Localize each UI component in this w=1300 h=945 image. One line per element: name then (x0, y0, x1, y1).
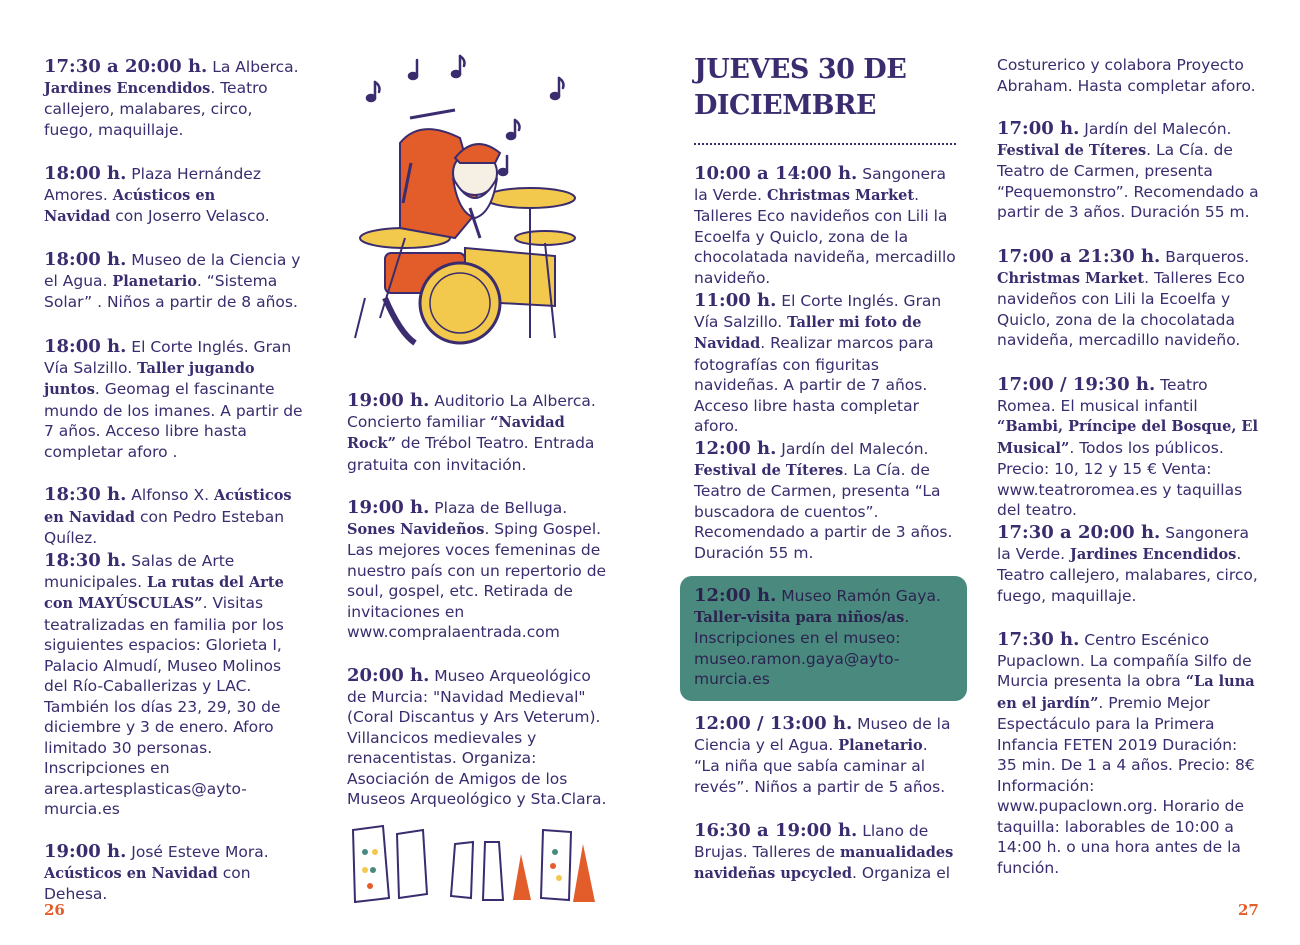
event-text: . La Cía. de Teatro de Carmen, presenta “Pequemonstro”. Recomendado a partir de 3 años. Duración 55 m. (997, 140, 1259, 221)
event-title: Acústicos en Navidad (44, 186, 216, 225)
event-entry (44, 842, 306, 905)
event-title: Taller-visita para niños/as (694, 608, 905, 626)
event-entry (44, 250, 306, 313)
event-text: Jardín del Malecón. (776, 440, 929, 458)
event-time: 11:00 h. (694, 290, 777, 311)
event-title: Acústicos en Navidad (44, 864, 218, 882)
event-time: 16:30 a 19:00 h. (694, 820, 858, 841)
event-time: 18:30 h. (44, 484, 127, 505)
event-title: “Navidad Rock” (347, 413, 565, 452)
event-text: . Organiza el (852, 864, 951, 882)
event-text: José Esteve Mora. (126, 843, 269, 861)
page-number-right: 27 (1238, 901, 1259, 919)
event-text: Museo Arqueológico de Murcia: "Navidad Medieval" (Coral Discantus y Ars Veterum). Villancicos medievales y renacentistas. Organiza: Asociación de Amigos de los Museos Arqueológico y Sta.Clara. (347, 667, 607, 808)
event-text: con Joserro Velasco. (110, 207, 270, 225)
event-text: Sangonera la Verde. (694, 165, 946, 204)
event-title: Planetario (838, 736, 923, 754)
event-title: “Bambi, Príncipe del Bosque, El Musical” (997, 418, 1258, 457)
event-text: . Visitas teatralizadas en familia por los siguientes espacios: Glorieta I, Palacio Almudí, Museo Molinos del Río-Caballerizas y LAC. También los días 23, 29, 30 de diciembre y 3 de enero. Aforo limitado 30 personas. Inscripciones en area.artesplasticas@ayto-murcia.es (44, 594, 284, 818)
event-time: 18:30 h. (44, 550, 127, 571)
event-text: . Talleres Eco navideños con Lili la Ecoelfa y Quiclo, zona de la chocolatada navideña, mercadillo navideño. (694, 185, 956, 287)
event-text: . Inscripciones en el museo: museo.ramon.gaya@ayto-murcia.es (694, 607, 910, 688)
event-entry (44, 485, 306, 549)
event-entry (997, 375, 1259, 521)
event-text: Plaza Hernández Amores. (44, 165, 261, 204)
event-entry (347, 666, 609, 810)
event-text: Centro Escénico Pupaclown. La compañía Silfo de Murcia presenta la obra (997, 631, 1252, 690)
event-entry (347, 391, 609, 475)
event-time: 10:00 a 14:00 h. (694, 163, 858, 184)
event-time: 17:00 / 19:30 h. (997, 374, 1156, 395)
event-time: 18:00 h. (44, 163, 127, 184)
event-time: 12:00 h. (694, 585, 777, 606)
event-text: El Corte Inglés. Gran Vía Salzillo. (694, 292, 942, 331)
event-entry (694, 821, 956, 885)
event-entry (694, 164, 956, 288)
event-text: Llano de Brujas. Talleres de (694, 822, 929, 861)
event-title: Festival de Títeres (997, 141, 1147, 159)
event-text: . Teatro callejero, malabares, circo, fuego, maquillaje. (997, 544, 1258, 605)
event-text: Costurerico y colabora Proyecto Abraham. Hasta completar aforo. (997, 56, 1256, 95)
event-title: Festival de Títeres (694, 461, 844, 479)
event-entry (44, 551, 306, 820)
event-entry (694, 714, 956, 797)
event-time: 17:30 a 20:00 h. (44, 56, 208, 77)
event-entry (694, 439, 956, 563)
dotted-divider (694, 143, 956, 145)
event-text: . Teatro callejero, malabares, circo, fuego, maquillaje. (44, 78, 268, 139)
event-text: . Todos los públicos. Precio: 10, 12 y 15 € Venta: www.teatroromea.es y taquillas del teatro. (997, 438, 1243, 519)
day-heading: JUEVES 30 DE DICIEMBRE (694, 54, 907, 121)
event-entry (44, 337, 306, 462)
event-entry (997, 247, 1259, 351)
event-time: 12:00 / 13:00 h. (694, 713, 853, 734)
event-text: Plaza de Belluga. (429, 499, 568, 517)
event-text: La Alberca. (207, 58, 299, 76)
event-text: Alfonso X. (126, 486, 214, 504)
event-text: con Pedro Esteban Quílez. (44, 507, 285, 547)
event-title: Planetario (112, 272, 197, 290)
event-time: 18:00 h. (44, 249, 127, 270)
event-text: Auditorio La Alberca. Concierto familiar (347, 392, 596, 431)
event-time: 17:30 a 20:00 h. (997, 522, 1161, 543)
event-text: con Dehesa. (44, 863, 251, 903)
event-time: 19:00 h. (347, 390, 430, 411)
event-time: 19:00 h. (347, 497, 430, 518)
event-text: . Premio Mejor Espectáculo para la Primera Infancia FETEN 2019 Duración: 35 min. De 1 a 4 años. Precio: 8€ Información: www.pupaclown.org. Horario de taquilla: laborables de 10:00 a 14:00 h. o una hora antes de la función. (997, 693, 1255, 877)
event-time: 17:30 h. (997, 629, 1080, 650)
event-entry (44, 164, 284, 228)
event-title: La rutas del Arte con MAYÚSCULAS” (44, 573, 284, 612)
event-text: Jardín del Malecón. (1079, 120, 1232, 138)
event-entry (997, 119, 1259, 223)
event-text: Barqueros. (1160, 248, 1250, 266)
event-entry (997, 55, 1259, 96)
event-text: . Geomag el fascinante mundo de los imanes. A partir de 7 años. Acceso libre hasta completar aforo . (44, 380, 303, 461)
event-entry (44, 57, 306, 140)
event-title: Taller mi foto de Navidad (694, 313, 922, 352)
event-title: Acústicos en Navidad (44, 487, 292, 526)
event-time: 17:00 h. (997, 118, 1080, 139)
event-entry (997, 523, 1259, 606)
event-title: Christmas Market (997, 269, 1145, 287)
event-title: “La luna en el jardín” (997, 673, 1255, 712)
event-text: El Corte Inglés. Gran Vía Salzillo. (44, 338, 292, 377)
event-title: manualidades navideñas upcycled (694, 843, 954, 882)
event-title: Sones Navideños (347, 520, 485, 538)
event-text: . Sping Gospel. Las mejores voces femeninas de nuestro país con un repertorio de soul, gospel, etc. Retirada de invitaciones en www.compralaentrada.com (347, 519, 607, 641)
event-text: Teatro Romea. El musical infantil (997, 376, 1208, 415)
event-title: Jardines Encendidos (44, 79, 211, 97)
santa-drummer-illustration (345, 48, 595, 358)
event-text: . “La niña que sabía caminar al revés”. Niños a partir de 5 años. (694, 735, 946, 796)
event-text: Museo de la Ciencia y el Agua. (44, 251, 301, 290)
ornaments-illustration (345, 822, 605, 907)
event-time: 19:00 h. (44, 841, 127, 862)
event-entry (347, 498, 609, 643)
event-text: Museo de la Ciencia y el Agua. (694, 715, 951, 754)
event-text: . Talleres Eco navideños con Lili la Ecoelfa y Quiclo, zona de la chocolatada navideña, mercadillo navideño. (997, 268, 1245, 349)
event-entry (694, 291, 956, 437)
event-text: Salas de Arte municipales. (44, 552, 235, 591)
event-text: . “Sistema Solar” . Niños a partir de 8 años. (44, 271, 298, 311)
event-text: . La Cía. de Teatro de Carmen, presenta “La buscadora de cuentos”. Recomendado a partir de 3 años. Duración 55 m. (694, 460, 953, 562)
event-text: . Realizar marcos para fotografías con figuritas navideñas. A partir de 7 años. Acceso libre hasta completar aforo. (694, 334, 934, 435)
event-time: 20:00 h. (347, 665, 430, 686)
event-text: Sangonera la Verde. (997, 524, 1249, 563)
event-time: 12:00 h. (694, 438, 777, 459)
page-number-left: 26 (44, 901, 65, 919)
event-entry (694, 586, 952, 690)
event-text: Museo Ramón Gaya. (776, 587, 941, 605)
event-title: Taller jugando juntos (44, 359, 255, 398)
event-time: 17:00 a 21:30 h. (997, 246, 1161, 267)
event-time: 18:00 h. (44, 336, 127, 357)
event-entry (997, 630, 1259, 878)
event-title: Jardines Encendidos (1070, 545, 1237, 563)
event-title: Christmas Market (767, 186, 915, 204)
event-text: de Trébol Teatro. Entrada gratuita con invitación. (347, 434, 595, 474)
